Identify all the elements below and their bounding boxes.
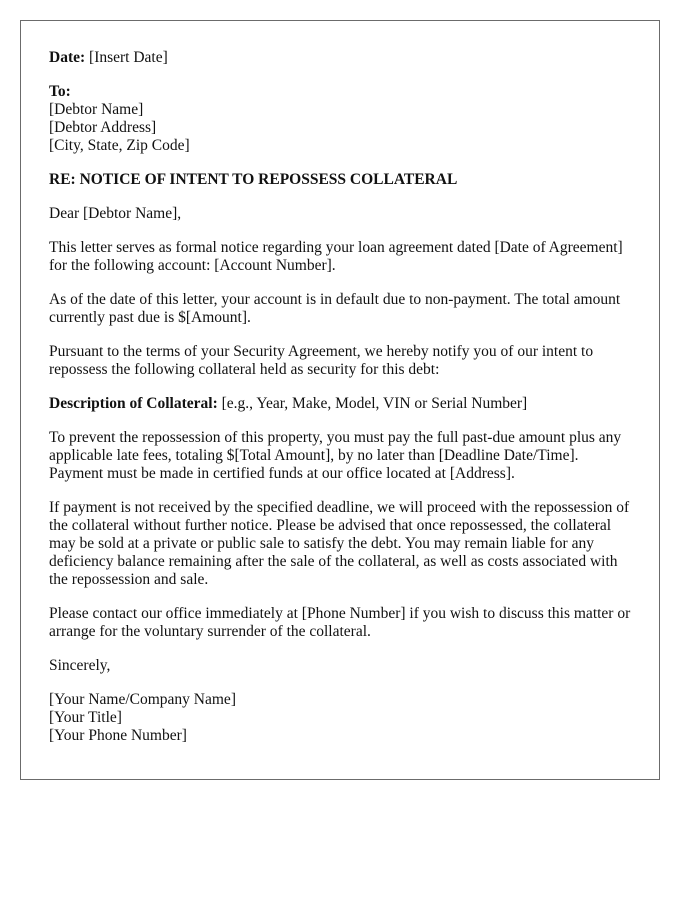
letter-page — [20, 20, 660, 780]
closing: Sincerely, — [49, 657, 111, 674]
collateral-label: Description of Collateral: — [49, 395, 218, 412]
recipient-name: [Debtor Name] — [49, 101, 144, 118]
paragraph-payment-requirements: To prevent the repossession of this property, you must pay the full past-due amount plus any applicable late fees, totaling $[Total Amount], by no later than [Deadline Date/Time]. Payment must be made in certified funds at our office located at [Address]. — [49, 429, 622, 482]
signature-phone: [Your Phone Number] — [49, 727, 187, 744]
recipient-address: [Debtor Address] — [49, 119, 157, 136]
date-value: [Insert Date] — [89, 49, 168, 66]
date-label: Date: — [49, 49, 86, 66]
to-label: To: — [49, 83, 71, 100]
signature-block — [49, 691, 631, 745]
recipient-city-state-zip: [City, State, Zip Code] — [49, 137, 190, 154]
signature-title: [Your Title] — [49, 709, 122, 726]
salutation: Dear [Debtor Name], — [49, 205, 182, 222]
paragraph-repossession-consequences: If payment is not received by the specified deadline, we will proceed with the repossession of the collateral without further notice. Please be advised that once repossessed, the collateral may be sold at a private or public sale to satisfy the debt. You may remain liable for any deficiency balance remaining after the sale of the collateral, as well as costs associated with the repossession and sale. — [49, 499, 630, 588]
date-line — [49, 49, 631, 67]
collateral-value: [e.g., Year, Make, Model, VIN or Serial Number] — [221, 395, 528, 412]
paragraph-loan-agreement: This letter serves as formal notice regarding your loan agreement dated [Date of Agreement] for the following account: [Account Number]. — [49, 239, 623, 274]
collateral-description — [49, 395, 631, 413]
paragraph-intent-to-repossess: Pursuant to the terms of your Security Agreement, we hereby notify you of our intent to repossess the following collateral held as security for this debt: — [49, 343, 594, 378]
paragraph-default-notice: As of the date of this letter, your account is in default due to non-payment. The total amount currently past due is $[Amount]. — [49, 291, 621, 326]
recipient-block — [49, 83, 631, 155]
subject-line: RE: NOTICE OF INTENT TO REPOSSESS COLLATERAL — [49, 171, 458, 188]
signature-name: [Your Name/Company Name] — [49, 691, 236, 708]
paragraph-contact: Please contact our office immediately at [Phone Number] if you wish to discuss this matter or arrange for the voluntary surrender of the collateral. — [49, 605, 631, 640]
